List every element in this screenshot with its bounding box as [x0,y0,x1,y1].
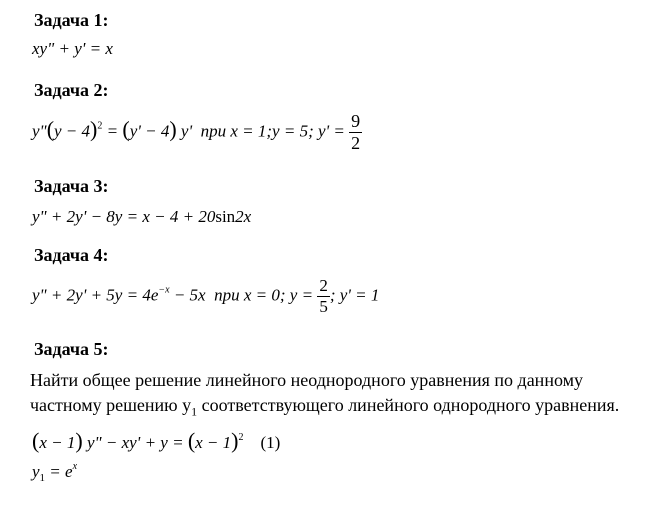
task-4-fraction-denominator: 5 [319,296,328,316]
task-2-x-value: x = 1; [230,121,273,141]
task-2-fraction-numerator: 9 [351,111,361,131]
task-2-fraction-denominator: 2 [351,132,361,153]
task-5-solution-equals: = e [45,462,73,481]
task-5-equation: (x − 1) y" − $xy' + y = (x - 1)^2$ (1) [32,428,281,453]
task-2-title: Задача 2: [34,80,109,100]
task-2-fraction [349,112,362,153]
task-4-title: Задача 4: [34,245,109,265]
task-5-line-2-subscript: 1 [191,404,198,419]
task-2-equation: y"(y − 4)$^2$ = (y' − 4) y' при x = 1;y = 5; y' = $\frac{9}{2}$ [32,111,361,153]
task-4-condition-word: при [214,285,240,305]
task-5-text-line-1: Найти общее решение линейного неоднородного уравнения по данному [30,370,583,390]
task-4-y-lhs: y = [289,285,314,305]
task-1-equation: xy" + y' = x [32,39,113,58]
task-4-yprime-value: ; y' = 1 [329,285,380,305]
task-5-text-line-2 [30,393,619,425]
task-5-particular-solution [32,461,77,484]
task-5-equation-number: (1) [260,433,281,452]
task-2-y-value: y = 5; [272,121,314,141]
task-5-solution-subscript: 1 [39,472,46,484]
task-4-x-value: x = 0; [243,285,286,305]
task-1-title: Задача 1: [34,10,109,30]
task-5-solution-y: y [32,462,40,481]
task-4-fraction-numerator: 2 [319,276,328,295]
task-2-yprime-lhs: y' = [317,121,345,141]
task-5-description [30,368,619,425]
task-2-condition-word: при [200,121,227,141]
task-5-line-2-end: соответствующего линейного однородного уравнения. [197,395,620,415]
task-4-equation: y" + $2y' + 5y = 4e^{-x} - 5x$ при x = 0; y = $\frac{2}{5}$ ; y' = 1 [32,276,380,316]
task-5-solution-exponent: x [72,461,78,472]
task-5-title: Задача 5: [34,339,109,359]
task-4-fraction [317,277,330,316]
task-3-equation: y" + 2y' − 8y = x − 4 + 20sin2x [32,207,252,226]
task-3-title: Задача 3: [34,176,109,196]
task-5-line-2-start: частному решению y [30,395,192,415]
